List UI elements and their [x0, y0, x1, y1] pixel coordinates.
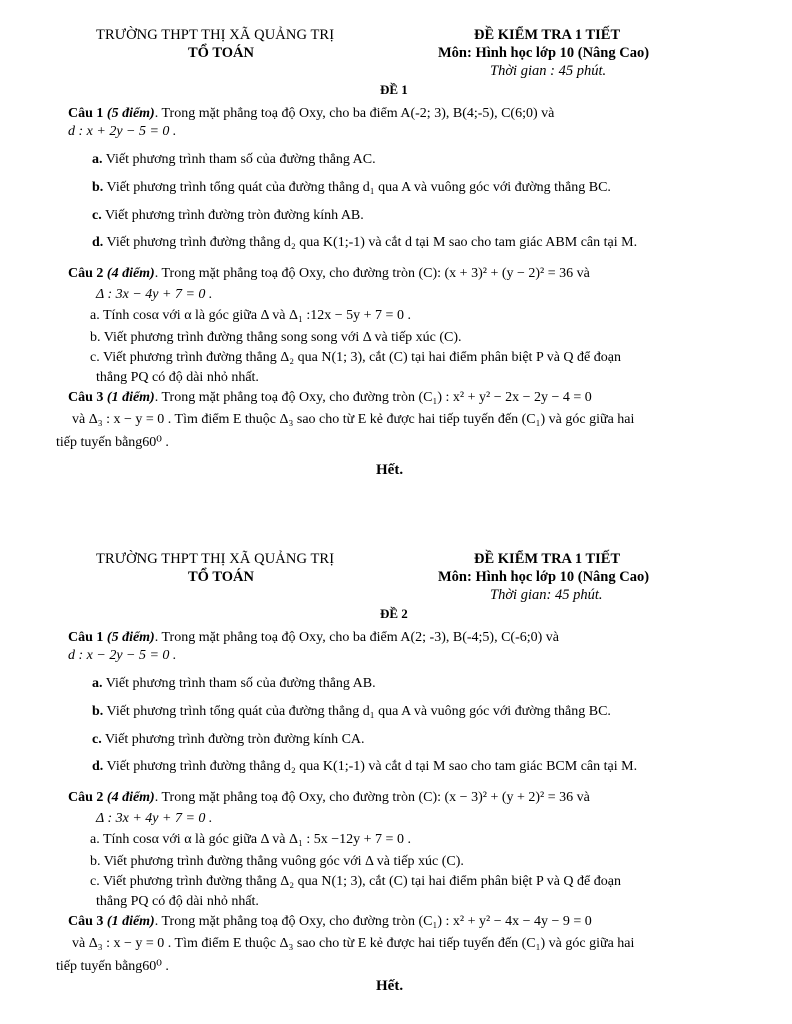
question-1-item-a [92, 676, 376, 692]
question-2-item-c: c. Viết phương trình đường thẳng Δ₂ qua N(1; 3), cắt (C) tại hai điểm phân biệt P và Q để đoạn [90, 874, 621, 889]
question-2-item-b: b. Viết phương trình đường thẳng song song với Δ và tiếp xúc (C). [90, 330, 462, 345]
question-points: (1 điểm) [106, 914, 155, 929]
department-name: TỔ TOÁN [188, 45, 254, 61]
question-2-intro [68, 266, 590, 282]
question-points: (5 điểm) [106, 630, 155, 645]
question-2-item-c-cont: thẳng PQ có độ dài nhỏ nhất. [96, 370, 259, 385]
department-name: TỔ TOÁN [188, 569, 254, 585]
question-label: Câu 1 [68, 630, 104, 645]
question-1-line2: d : x − 2y − 5 = 0 . [68, 648, 177, 663]
exam-code: ĐỀ 1 [380, 82, 408, 97]
question-1-line2: d : x + 2y − 5 = 0 . [68, 124, 177, 139]
question-1-item-a [92, 152, 376, 168]
question-label: Câu 2 [68, 790, 104, 805]
school-name: TRƯỜNG THPT THỊ XÃ QUẢNG TRỊ [96, 551, 335, 567]
exam-title: ĐỀ KIỂM TRA 1 TIẾT [474, 27, 621, 43]
question-label: Câu 2 [68, 266, 104, 281]
exam-header [0, 548, 792, 606]
question-3-line3: tiếp tuyến bằng60⁰ . [56, 959, 169, 974]
exam-time: Thời gian: 45 phút. [490, 587, 603, 603]
end-marker: Hết. [376, 978, 404, 994]
exam-subject: Môn: Hình học lớp 10 (Nâng Cao) [438, 569, 650, 585]
end-marker: Hết. [376, 462, 404, 478]
item-label: c. [92, 732, 102, 747]
question-label: Câu 3 [68, 390, 104, 405]
exam-time: Thời gian : 45 phút. [490, 63, 607, 79]
question-2-line2: Δ : 3x − 4y + 7 = 0 . [96, 287, 213, 302]
question-text: . Trong mặt phẳng toạ độ Oxy, cho đường tròn (C₁) : x² + y² − 2x − 2y − 4 = 0 [154, 390, 592, 405]
question-label: Câu 3 [68, 914, 104, 929]
item-label: b. [92, 180, 104, 195]
question-1-item-b [92, 704, 611, 720]
exam-subject: Môn: Hình học lớp 10 (Nâng Cao) [438, 45, 650, 61]
item-label: a. [92, 152, 103, 167]
item-label: d. [92, 759, 104, 774]
question-2-item-a: a. Tính cosα với α là góc giữa Δ và Δ₁ :12x − 5y + 7 = 0 . [90, 308, 411, 323]
question-3-line3: tiếp tuyến bằng60⁰ . [56, 435, 169, 450]
question-points: (5 điểm) [106, 106, 155, 121]
item-label: c. [92, 208, 102, 223]
item-text: Viết phương trình đường thẳng d₂ qua K(1;-1) và cắt d tại M sao cho tam giác BCM cân tại M. [106, 759, 638, 774]
exam-title: ĐỀ KIỂM TRA 1 TIẾT [474, 551, 621, 567]
question-3-intro [68, 914, 592, 930]
item-text: Viết phương trình đường thẳng d₂ qua K(1;-1) và cắt d tại M sao cho tam giác ABM cân tại M. [106, 235, 638, 250]
item-text: Viết phương trình tổng quát của đường thẳng d₁ qua A và vuông góc với đường thẳng BC. [106, 704, 611, 719]
question-2-item-c: c. Viết phương trình đường thẳng Δ₂ qua N(1; 3), cắt (C) tại hai điểm phân biệt P và Q để đoạn [90, 350, 621, 365]
item-label: b. [92, 704, 104, 719]
question-text: . Trong mặt phẳng toạ độ Oxy, cho ba điểm A(2; -3), B(-4;5), C(-6;0) và [154, 630, 559, 645]
question-2-item-a: a. Tính cosα với α là góc giữa Δ và Δ₁ : 5x −12y + 7 = 0 . [90, 832, 411, 847]
question-1-item-c [92, 732, 365, 748]
question-text: . Trong mặt phẳng toạ độ Oxy, cho đường tròn (C): (x + 3)² + (y − 2)² = 36 và [154, 266, 590, 281]
item-text: Viết phương trình tổng quát của đường thẳng d₁ qua A và vuông góc với đường thẳng BC. [106, 180, 611, 195]
item-text: Viết phương trình đường tròn đường kính CA. [104, 732, 365, 747]
question-3-intro [68, 390, 592, 406]
question-text: . Trong mặt phẳng toạ độ Oxy, cho đường tròn (C): (x − 3)² + (y + 2)² = 36 và [154, 790, 590, 805]
question-text: . Trong mặt phẳng toạ độ Oxy, cho đường tròn (C₁) : x² + y² − 4x − 4y − 9 = 0 [154, 914, 592, 929]
question-3-line2: và Δ₃ : x − y = 0 . Tìm điểm E thuộc Δ₃ sao cho từ E kẻ được hai tiếp tuyến đến (C₁) và góc giữa hai [72, 412, 635, 427]
question-points: (1 điểm) [106, 390, 155, 405]
item-label: d. [92, 235, 104, 250]
question-2-item-c-cont: thẳng PQ có độ dài nhỏ nhất. [96, 894, 259, 909]
question-1-item-d [92, 759, 637, 775]
question-3-line2: và Δ₃ : x − y = 0 . Tìm điểm E thuộc Δ₃ sao cho từ E kẻ được hai tiếp tuyến đến (C₁) và góc giữa hai [72, 936, 635, 951]
question-1-intro [68, 630, 559, 646]
exam-2 [0, 548, 792, 994]
school-name: TRƯỜNG THPT THỊ XÃ QUẢNG TRỊ [96, 27, 335, 43]
question-1-item-c [92, 208, 364, 224]
question-2-intro [68, 790, 590, 806]
item-text: Viết phương trình đường tròn đường kính AB. [104, 208, 364, 223]
exam-1 [0, 24, 792, 478]
question-points: (4 điểm) [106, 266, 155, 281]
question-label: Câu 1 [68, 106, 104, 121]
item-text: Viết phương trình tham số của đường thẳng AB. [105, 676, 376, 691]
question-points: (4 điểm) [106, 790, 155, 805]
question-text: . Trong mặt phẳng toạ độ Oxy, cho ba điểm A(-2; 3), B(4;-5), C(6;0) và [154, 106, 555, 121]
item-label: a. [92, 676, 103, 691]
question-2-line2: Δ : 3x + 4y + 7 = 0 . [96, 811, 213, 826]
item-text: Viết phương trình tham số của đường thẳng AC. [105, 152, 376, 167]
question-1-item-b [92, 180, 611, 196]
question-1-intro [68, 106, 554, 122]
question-2-item-b: b. Viết phương trình đường thẳng vuông góc với Δ và tiếp xúc (C). [90, 854, 464, 869]
exam-header [0, 24, 792, 82]
question-1-item-d [92, 235, 637, 251]
exam-code: ĐỀ 2 [380, 606, 408, 621]
